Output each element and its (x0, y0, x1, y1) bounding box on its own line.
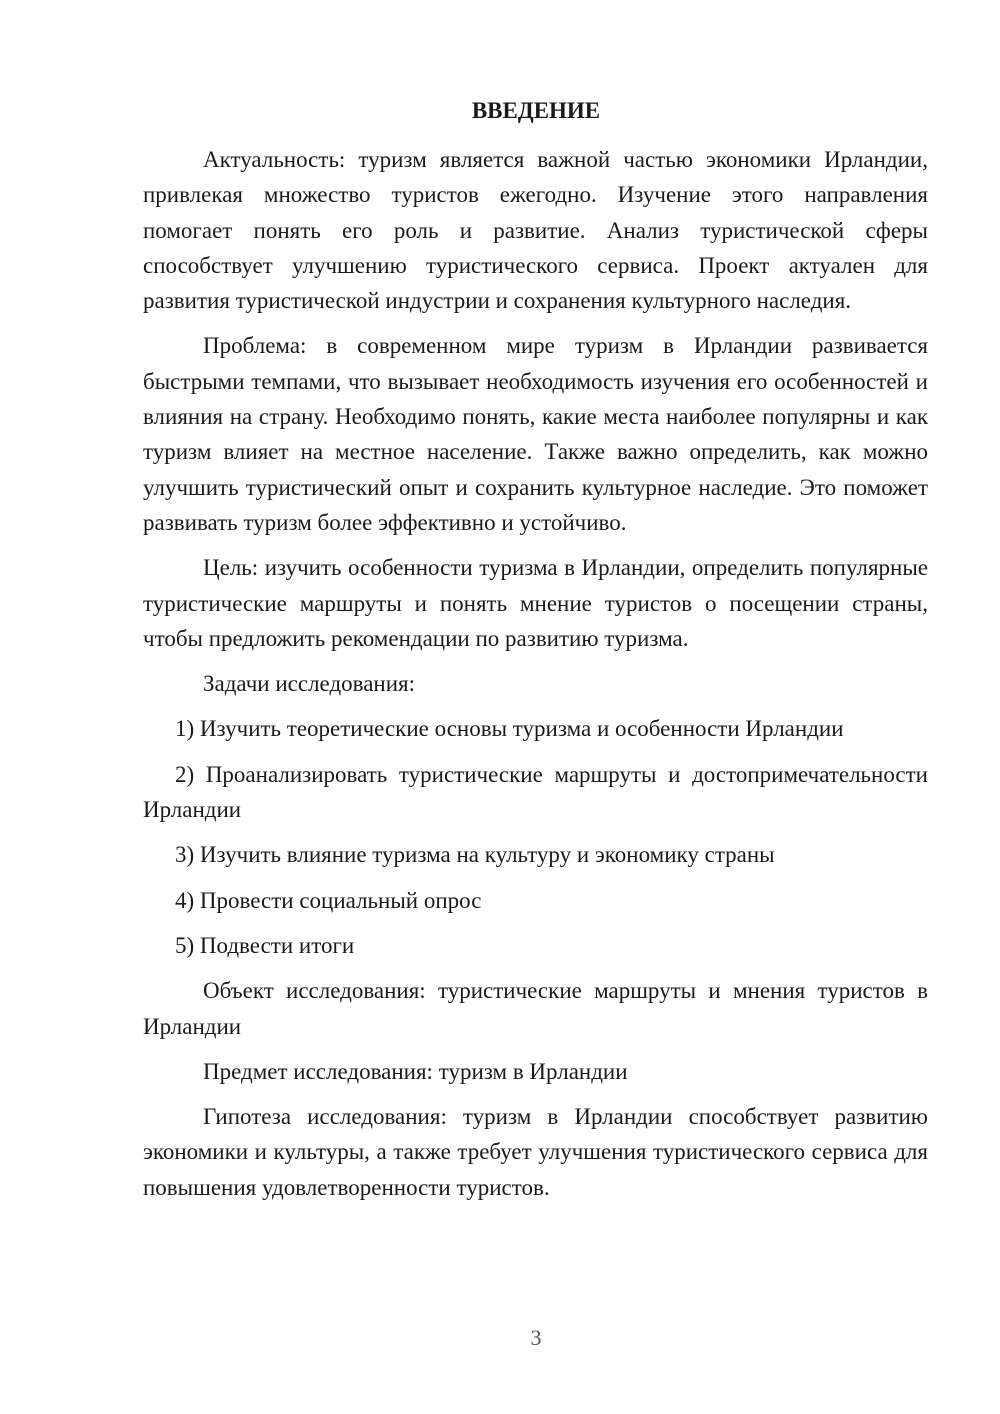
paragraph-object: Объект исследования: туристические маршруты и мнения туристов в Ирландии (143, 978, 928, 1039)
page-number: 3 (530, 1325, 542, 1350)
paragraph-goal: Цель: изучить особенности туризма в Ирландии, определить популярные туристические маршруты и понять мнение туристов о посещении страны, чтобы предложить рекомендации по развитию туризма. (143, 555, 928, 651)
task-item-5: 5) Подвести итоги (175, 932, 355, 958)
paragraph-hypothesis: Гипотеза исследования: туризм в Ирландии способствует развитию экономики и культуры, а также требует улучшения туристического сервиса для повышения удовлетворенности туристов. (143, 1104, 928, 1200)
section-heading: ВВЕДЕНИЕ (471, 98, 601, 123)
task-item-3: 3) Изучить влияние туризма на культуру и экономику страны (175, 842, 775, 868)
paragraph-tasks-intro: Задачи исследования: (203, 671, 416, 697)
task-item-2: 2) Проанализировать туристические маршруты и достопримечательности Ирландии (143, 761, 928, 823)
document-body (143, 142, 928, 1215)
task-item-1: 1) Изучить теоретические основы туризма и особенности Ирландии (175, 716, 844, 742)
paragraph-relevance: Актуальность: туризм является важной частью экономики Ирландии, привлекая множество туристов ежегодно. Изучение этого направления помогает понять его роль и развитие. Анализ туристической сферы способствует улучшению туристического сервиса. Проект актуален для развития туристической индустрии и сохранения культурного наследия. (143, 147, 928, 314)
paragraph-subject: Предмет исследования: туризм в Ирландии (203, 1058, 628, 1084)
paragraph-problem: Проблема: в современном мире туризм в Ирландии развивается быстрыми темпами, что вызывает необходимость изучения его особенностей и влияния на страну. Необходимо понять, какие места наиболее популярны и как туризм влияет на местное население. Также важно определить, как можно улучшить туристический опыт и сохранить культурное наследие. Это поможет развивать туризм более эффективно и устойчиво. (143, 333, 928, 535)
task-item-4: 4) Провести социальный опрос (175, 887, 482, 913)
